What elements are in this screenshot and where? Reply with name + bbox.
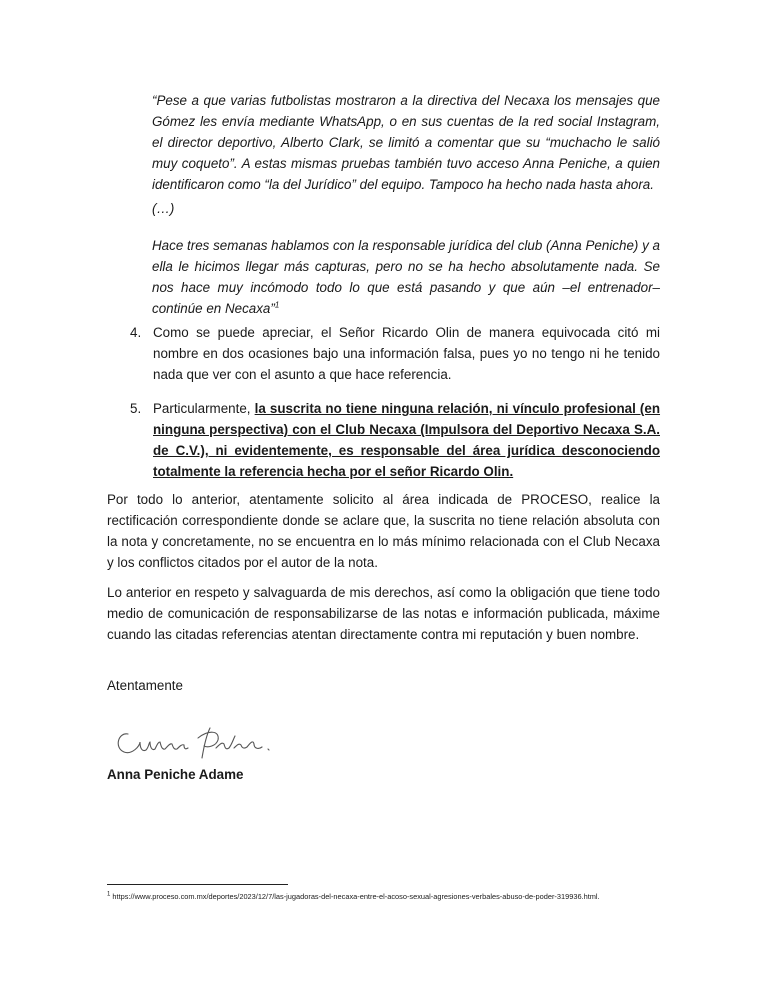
- request-paragraph: Por todo lo anterior, atentamente solicito al área indicada de PROCESO, realice la rectificación correspondiente donde se aclare que, la suscrita no tiene relación absoluta con la nota y concretamente, no se encuentra en lo más mínimo relacionada con el Club Necaxa y los conflictos citados por el autor de la nota.: [107, 492, 660, 570]
- closing-salutation: Atentamente: [107, 678, 183, 693]
- quote-ellipsis: (…): [152, 201, 175, 216]
- emphasized-statement: la suscrita no tiene ninguna relación, ni vínculo profesional (en ninguna perspectiva) con el Club Necaxa (Impulsora del Deportivo Necaxa S.A. de C.V.), ni evidentemente, es responsable del área jurídica desconociendo totalmente la referencia hecha por el señor Ricardo Olin.: [153, 401, 661, 479]
- rights-paragraph: Lo anterior en respeto y salvaguarda de mis derechos, así como la obligación que tiene todo medio de comunicación de responsabilizarse de las notas e información publicada, máxime cuando las citadas referencias atentan directamente contra mi reputación y buen nombre.: [107, 585, 660, 642]
- list-item-number: 5.: [130, 401, 142, 416]
- quote-paragraph-2-text: Hace tres semanas hablamos con la responsable jurídica del club (Anna Peniche) y a ella le hicimos llegar más capturas, pero no se ha hecho absolutamente nada. Se nos hace muy incómodo todo lo que está pasando y que aún –el entrenador– continúe en Necaxa”: [152, 238, 660, 316]
- footnote: [107, 892, 600, 902]
- signatory-name: Anna Peniche Adame: [107, 767, 244, 782]
- handwritten-signature: [112, 714, 282, 764]
- quote-paragraph-2: [152, 235, 660, 319]
- list-item-text: Como se puede apreciar, el Señor Ricardo Olin de manera equivocada citó mi nombre en dos ocasiones bajo una información falsa, pues yo no tengo ni he tenido nada que ver con el asunto a que hace referencia.: [153, 325, 660, 382]
- footnote-reference: 1: [274, 300, 280, 310]
- footnote-link[interactable]: https://www.proceso.com.mx/deportes/2023/12/7/las-jugadoras-del-necaxa-entre-el-acoso-sexual-agresiones-verbales-abuso-de-poder-319936.html.: [112, 892, 600, 901]
- footnote-marker: 1: [107, 891, 111, 898]
- quote-paragraph-1: “Pese a que varias futbolistas mostraron a la directiva del Necaxa los mensajes que Gómez les envía mediante WhatsApp, o en sus cuentas de la red social Instagram, el director deportivo, Alberto Clark, se limitó a comentar que su “muchacho le salió muy coqueto”. A estas mismas pruebas también tuvo acceso Anna Peniche, a quien identificaron como “la del Jurídico” del equipo. Tampoco ha hecho nada hasta ahora.: [152, 93, 660, 192]
- footnote-separator: [107, 884, 288, 885]
- list-item-number: 4.: [130, 325, 142, 340]
- list-item-text-plain: Particularmente,: [153, 401, 255, 416]
- list-item-text: [153, 398, 660, 482]
